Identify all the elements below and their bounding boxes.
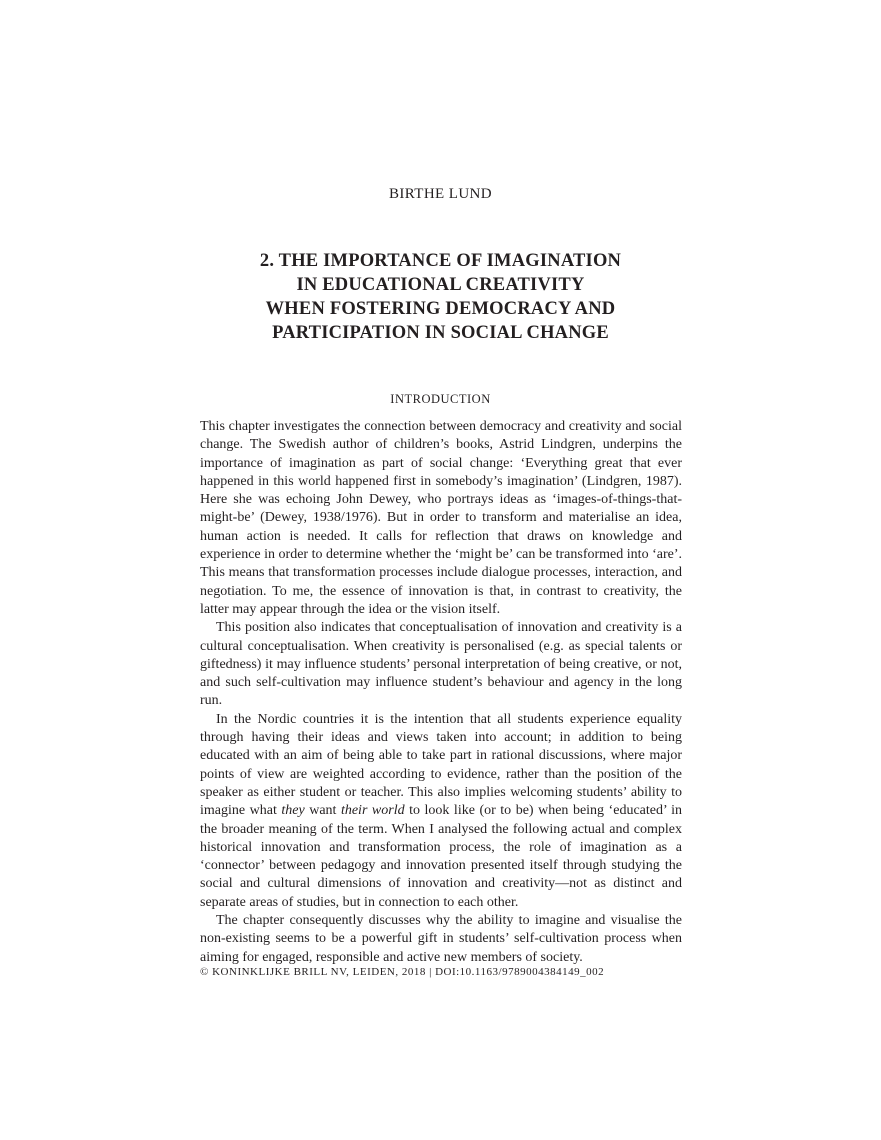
paragraph-3 [200,711,682,912]
paragraph-3-text: In the Nordic countries it is the intention that all students experience equality through having their ideas and views taken into account; in addition to being educated with an aim of being able to take part in rational discussions, where major points of view are weighted according to evidence, rather than the position of the speaker as either student or teacher. This also implies welcoming students’ ability to imagine what [200,711,682,819]
chapter-title-line: PARTICIPATION IN SOCIAL CHANGE [272,323,609,343]
paragraph-1: This chapter investigates the connection between democracy and creativity and social change. The Swedish author of children’s books, Astrid Lindgren, underpins the importance of imagination as part of social change: ‘Everything great that ever happened in this world happened first in somebody’s imagination’ (Lindgren, 1987). Here she was echoing John Dewey, who portrays ideas as ‘images-of-things-that-might-be’ (Dewey, 1938/1976). But in order to transform and materialise an idea, human action is needed. It calls for reflection that draws on knowledge and experience in order to determine whether the ‘might be’ can be transformed into ‘are’. This means that transformation processes include dialogue processes, interaction, and negotiation. To me, the essence of innovation is that, in contrast to creativity, the latter may appear through the idea or the vision itself. [200,419,682,617]
paragraph-3-text: to look like (or to be) when being ‘educated’ in the broader meaning of the term. When I analysed the following actual and complex historical innovation and transformation process, the role of imagination as a ‘connector’ between pedagogy and innovation presented itself through studying the social and cultural dimensions of innovation and creativity—not as distinct and separate areas of studies, but in connection to each other. [200,803,683,910]
chapter-title-line: IN EDUCATIONAL CREATIVITY [296,275,585,295]
paragraph-3-text: want [304,803,341,819]
emphasis-they: they [281,803,305,819]
chapter-title [0,249,881,345]
chapter-title-line: 2. THE IMPORTANCE OF IMAGINATION [259,251,622,271]
section-heading: INTRODUCTION [390,392,491,406]
chapter-author: BIRTHE LUND [388,186,493,202]
body-text [200,418,682,967]
copyright-footer: © KONINKLIJKE BRILL NV, LEIDEN, 2018 | DOI:10.1163/9789004384149_002 [200,966,605,978]
emphasis-their-world: their world [340,803,405,819]
paragraph-4: The chapter consequently discusses why the ability to imagine and visualise the non-existing seems to be a powerful gift in students’ self-cultivation process when aiming for engaged, responsible and active new members of society. [200,913,682,965]
paragraph-2: This position also indicates that conceptualisation of innovation and creativity is a cultural conceptualisation. When creativity is personalised (e.g. as special talents or giftedness) it may influence students’ personal interpretation of being creative, or not, and such self-cultivation may influence student’s behaviour and agency in the long run. [200,620,682,709]
chapter-title-line: WHEN FOSTERING DEMOCRACY AND [265,299,616,319]
